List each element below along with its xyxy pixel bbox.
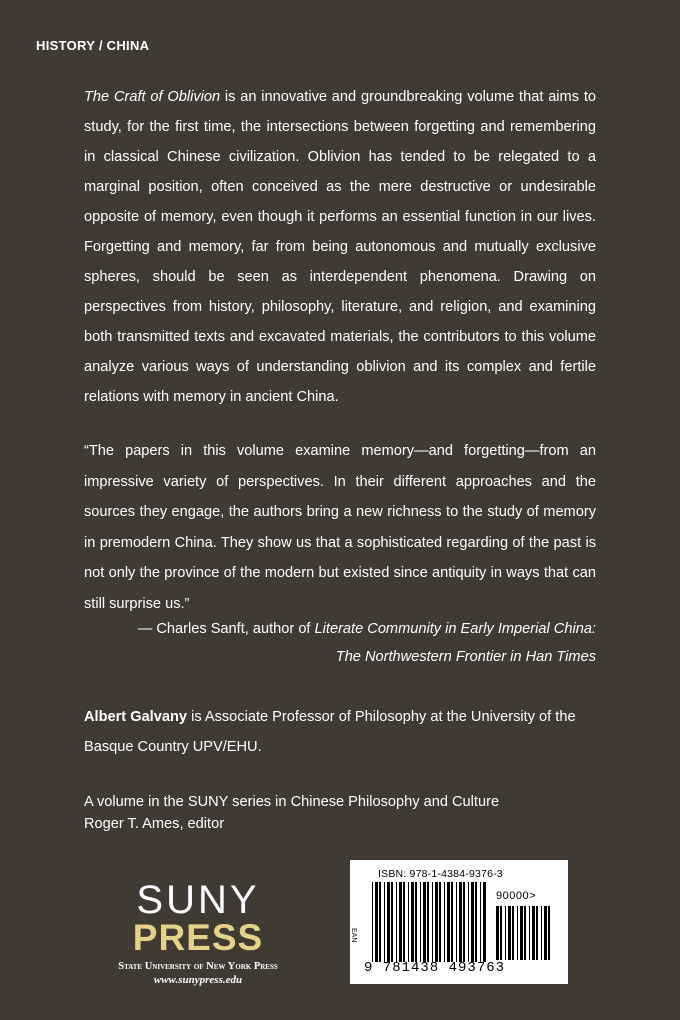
- barcode-bar: [475, 882, 477, 962]
- author-bio: [84, 702, 604, 762]
- barcode-bar: [536, 906, 538, 960]
- barcode-bar: [427, 882, 429, 962]
- price-code: 90000>: [496, 890, 537, 902]
- author-bio-text: is Associate Professor of Philosophy at the University of the Basque Country UPV/EHU.: [84, 709, 576, 755]
- barcode-bar: [432, 882, 433, 962]
- barcode-bar: [496, 906, 499, 960]
- endorser-book-title-1: Literate Community in Early Imperial China:: [314, 621, 596, 637]
- isbn-label: ISBN: 978-1-4384-9376-3: [378, 868, 503, 880]
- publisher-logo: [108, 880, 288, 986]
- barcode-bar: [459, 882, 462, 962]
- barcode-bar: [548, 906, 550, 960]
- endorser-book-title-2: The Northwestern Frontier in Han Times: [335, 649, 596, 665]
- barcode-bar: [463, 882, 465, 962]
- barcode-bar: [541, 906, 542, 960]
- barcode-bar: [517, 906, 518, 960]
- series-editor: Roger T. Ames, editor: [84, 816, 225, 832]
- barcode-bar: [384, 882, 385, 962]
- barcode-bar: [372, 882, 373, 962]
- publisher-name-top: SUNY: [136, 878, 260, 922]
- barcode-bars-main: [372, 882, 488, 962]
- barcode-bar: [423, 882, 426, 962]
- barcode-bar: [480, 882, 481, 962]
- barcode-bars-addon: [496, 906, 554, 960]
- book-title: The Craft of Oblivion: [84, 89, 221, 105]
- series-line: A volume in the SUNY series in Chinese Philosophy and Culture: [84, 794, 500, 810]
- barcode-bar: [524, 906, 526, 960]
- barcode-bar: [435, 882, 438, 962]
- barcode-bar: [520, 906, 523, 960]
- barcode-bar: [529, 906, 530, 960]
- barcode-bar: [375, 882, 378, 962]
- publisher-url: www.sunypress.edu: [153, 974, 243, 986]
- publisher-name-bottom: PRESS: [132, 917, 264, 958]
- barcode-bar: [396, 882, 397, 962]
- barcode-digits: 9 781438 493763: [364, 960, 506, 976]
- barcode-bar: [471, 882, 474, 962]
- barcode-bar: [403, 882, 405, 962]
- barcode-bar: [500, 906, 502, 960]
- isbn-barcode: [350, 860, 568, 984]
- barcode-bar: [451, 882, 453, 962]
- barcode-bar: [439, 882, 441, 962]
- barcode-bar: [544, 906, 547, 960]
- barcode-bar: [415, 882, 417, 962]
- barcode-bar: [483, 882, 486, 962]
- barcode-bar: [379, 882, 381, 962]
- publisher-full-name: State University of New York Press: [118, 961, 278, 972]
- category-label: HISTORY / CHINA: [36, 38, 150, 53]
- ean-label: EAN: [350, 928, 357, 943]
- endorsement-attribution: [84, 615, 596, 671]
- description-text: is an innovative and groundbreaking volume that aims to study, for the first time, the intersections between forgetting and remembering in classical Chinese civilization. Oblivion has tended to be relegated to a marginal position, often conceived as the mere destructive or undesirable opposite of memory, even though it performs an essential function in our lives. Forgetting and memory, far from being autonomous and mutually exclusive spheres, should be seen as interdependent phenomena. Drawing on perspectives from history, philosophy, literature, and religion, and examining both transmitted texts and excavated materials, the contributors to this volume analyze various ways of understanding oblivion and its complex and fertile relations with memory in ancient China.: [84, 89, 596, 405]
- barcode-bar: [444, 882, 445, 962]
- book-description: [84, 82, 596, 412]
- barcode-bar: [468, 882, 469, 962]
- barcode-bar: [512, 906, 514, 960]
- endorsement-quote: “The papers in this volume examine memory—and forgetting—from an impressive variety of perspectives. In their different approaches and the sources they engage, the authors bring a new richness to the study of memory in premodern China. They show us that a sophisticated regarding of the past is not only the province of the modern but existed since antiquity in ways that can still surprise us.”: [84, 443, 596, 612]
- barcode-bar: [505, 906, 506, 960]
- barcode-bar: [408, 882, 409, 962]
- barcode-bar: [456, 882, 457, 962]
- barcode-bar: [399, 882, 402, 962]
- barcode-bar: [387, 882, 390, 962]
- barcode-bar: [447, 882, 450, 962]
- series-info: [84, 791, 604, 835]
- attribution-prefix: — Charles Sanft, author of: [137, 621, 315, 637]
- author-name: Albert Galvany: [84, 709, 188, 725]
- barcode-bar: [420, 882, 421, 962]
- barcode-bar: [391, 882, 393, 962]
- barcode-bar: [532, 906, 535, 960]
- barcode-bar: [411, 882, 414, 962]
- barcode-bar: [508, 906, 511, 960]
